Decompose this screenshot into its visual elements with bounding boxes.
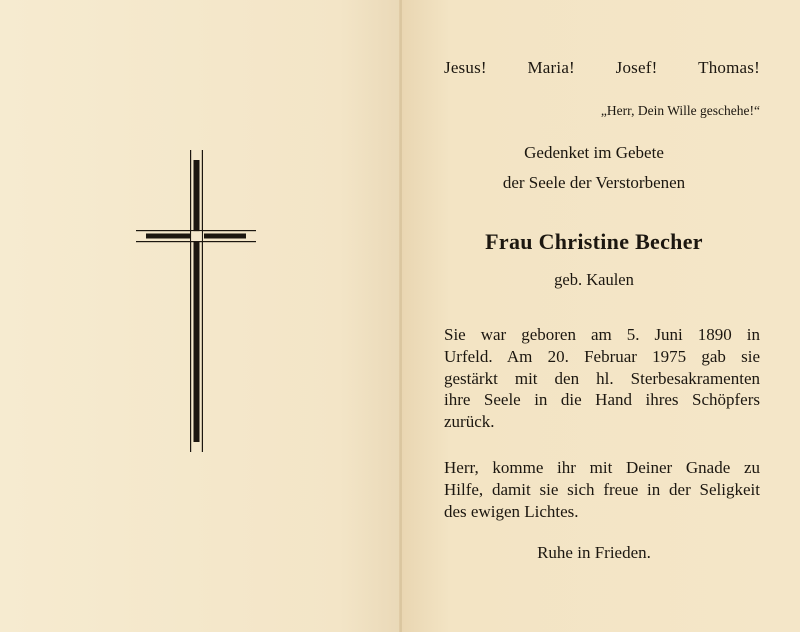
holy-name: Josef! [615, 58, 658, 77]
right-panel [402, 0, 800, 632]
text-line: gestärkt mit den hl. Sterbesakramenten [444, 368, 760, 388]
holy-name: Thomas! [698, 58, 760, 77]
intro-line-1: Gedenket im Gebete [524, 143, 664, 162]
text-line: zurück. [444, 412, 495, 432]
holy-name: Maria! [527, 58, 575, 77]
text-line: Urfeld. Am 20. Februar 1975 gab sie [444, 346, 760, 366]
text-line: des ewigen Lichtes. [444, 501, 579, 521]
intro-line-2: der Seele der Verstorbenen [502, 173, 686, 192]
holy-name: Jesus! [444, 58, 487, 77]
closing-line: Ruhe in Frieden. [537, 543, 651, 562]
holy-names [444, 58, 760, 78]
maiden-name: geb. Kaulen [554, 270, 634, 289]
text-line: ihre Seele in die Hand ihres Schöpfers [444, 390, 760, 410]
biography-paragraph [444, 324, 760, 433]
quote: „Herr, Dein Wille geschehe!“ [600, 103, 760, 118]
text-line: Herr, komme ihr mit Deiner Gnade zu [444, 458, 760, 477]
deceased-name: Frau Christine Becher [485, 229, 703, 254]
text-line: Sie war geboren am 5. Juni 1890 in [444, 325, 760, 344]
prayer-paragraph [444, 457, 760, 522]
text-line: Hilfe, damit sie sich freue in der Seligkeit [444, 479, 760, 499]
